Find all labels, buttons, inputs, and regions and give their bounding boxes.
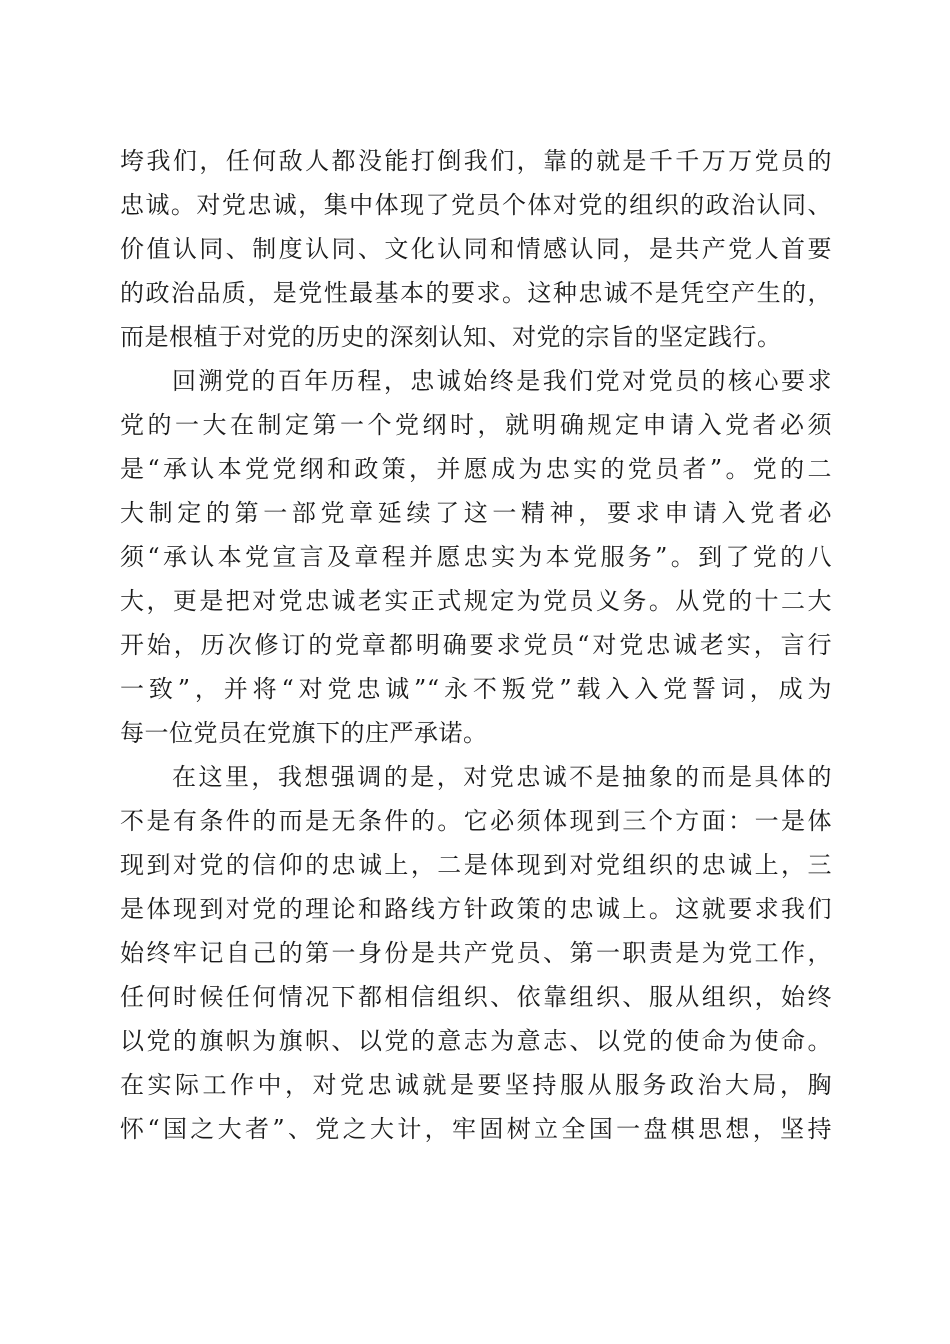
document-body [120,139,832,1151]
text-line: 须“承认本党宣言及章程并愿忠实为本党服务”。到了党的八 [120,543,832,571]
text-line: 党的一大在制定第一个党纲时，就明确规定申请入党者必须 [120,411,832,439]
text-line: 在这里，我想强调的是，对党忠诚不是抽象的而是具体的 [172,763,832,791]
text-line: 价值认同、制度认同、文化认同和情感认同，是共产党人首要 [120,235,832,263]
text-line: 现到对党的信仰的忠诚上，二是体现到对党组织的忠诚上，三 [120,851,832,879]
text-line: 大，更是把对党忠诚老实正式规定为党员义务。从党的十二大 [120,587,832,615]
text-line: 以党的旗帜为旗帜、以党的意志为意志、以党的使命为使命。 [120,1027,832,1055]
text-line: 任何时候任何情况下都相信组织、依靠组织、服从组织，始终 [120,983,832,1011]
text-line: 的政治品质，是党性最基本的要求。这种忠诚不是凭空产生的， [120,279,832,307]
text-line: 回溯党的百年历程，忠诚始终是我们党对党员的核心要求 [172,367,832,395]
text-line: 每一位党员在党旗下的庄严承诺。 [120,719,488,747]
text-line: 而是根植于对党的历史的深刻认知、对党的宗旨的坚定践行。 [120,323,782,351]
text-line: 一致”，并将“对党忠诚”“永不叛党”载入入党誓词，成为 [120,675,832,703]
text-line: 是体现到对党的理论和路线方针政策的忠诚上。这就要求我们 [120,895,832,923]
text-line: 开始，历次修订的党章都明确要求党员“对党忠诚老实，言行 [120,631,832,659]
text-line: 不是有条件的而是无条件的。它必须体现到三个方面：一是体 [120,807,832,835]
text-line: 大制定的第一部党章延续了这一精神，要求申请入党者必 [120,499,832,527]
text-line: 始终牢记自己的第一身份是共产党员、第一职责是为党工作， [120,939,832,967]
text-line: 垮我们，任何敌人都没能打倒我们，靠的就是千千万万党员的 [120,147,832,175]
text-line: 怀“国之大者”、党之大计，牢固树立全国一盘棋思想，坚持 [120,1115,832,1143]
text-line: 是“承认本党党纲和政策，并愿成为忠实的党员者”。党的二 [120,455,832,483]
text-line: 在实际工作中，对党忠诚就是要坚持服从服务政治大局，胸 [120,1071,832,1099]
text-line: 忠诚。对党忠诚，集中体现了党员个体对党的组织的政治认同、 [120,191,832,219]
